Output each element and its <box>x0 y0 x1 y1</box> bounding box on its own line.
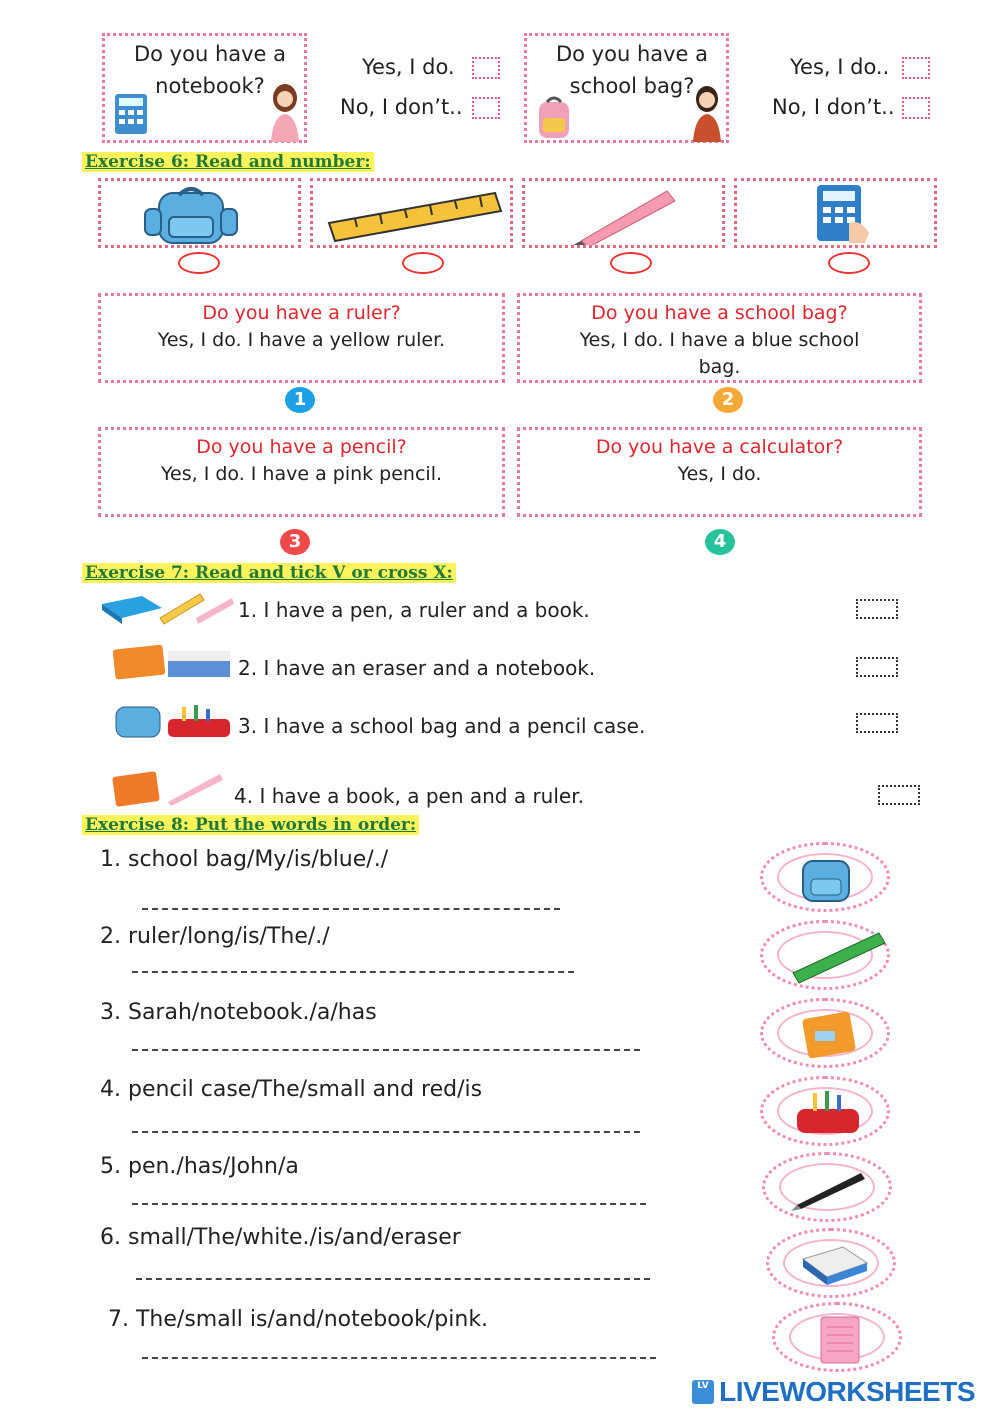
ex8-picture-notebook <box>760 998 890 1068</box>
ex8-picture-notebook-pink <box>772 1302 902 1372</box>
ex6-card-4 <box>517 427 922 517</box>
ex8-picture-pencil-case <box>760 1076 890 1146</box>
intro-no-box-2[interactable] <box>902 97 930 119</box>
pen-icon <box>791 1165 871 1211</box>
ex7-sentence-3: 3. I have a school bag and a pencil case. <box>238 714 646 738</box>
ex8-answer-line-1[interactable] <box>142 908 560 910</box>
ex6-card-1 <box>98 293 505 383</box>
intro-question-schoolbag: Do you have a school bag? <box>555 42 709 98</box>
ex6-heading: Exercise 6: Read and number: <box>82 152 374 172</box>
ex7-answer-box-4[interactable] <box>878 785 920 805</box>
liveworksheets-logo <box>692 1376 975 1406</box>
intro-yes-label-2: Yes, I do.. <box>790 55 890 79</box>
woman-icon <box>687 84 727 142</box>
school-bag-icon <box>533 94 575 140</box>
ex6-badge-2: 2 <box>713 387 743 413</box>
ex8-heading: Exercise 8: Put the words in order: <box>82 815 419 835</box>
ex7-answer-box-1[interactable] <box>856 599 898 619</box>
ex8-answer-line-2[interactable] <box>132 971 574 973</box>
ex6-picture-schoolbag <box>98 178 301 248</box>
ex6-card-2-answer: Yes, I do. I have a blue school bag. <box>579 329 860 378</box>
pencil-icon <box>571 185 681 245</box>
intro-no-box-1[interactable] <box>472 97 500 119</box>
ex6-card-1-answer: Yes, I do. I have a yellow ruler. <box>157 329 446 351</box>
notebook-eraser-icon <box>110 645 236 681</box>
ex6-card-4-question: Do you have a calculator? <box>595 436 844 458</box>
ex6-card-4-answer: Yes, I do. <box>677 463 762 485</box>
ex7-sentence-2: 2. I have an eraser and a notebook. <box>238 656 596 680</box>
ex6-card-3-answer: Yes, I do. I have a pink pencil. <box>160 463 443 485</box>
ex6-answer-ring-3[interactable] <box>610 252 652 274</box>
school-bag-icon <box>793 855 859 903</box>
ex8-prompt-6: 6. small/The/white./is/and/eraser <box>100 1225 461 1250</box>
ex6-card-3 <box>98 427 505 517</box>
intro-card-notebook <box>102 33 307 143</box>
ex8-picture-schoolbag <box>760 842 890 912</box>
ex6-picture-calculator <box>734 178 937 248</box>
ex6-card-1-question: Do you have a ruler? <box>202 302 401 324</box>
ex8-picture-pen <box>762 1152 892 1222</box>
intro-yes-box-2[interactable] <box>902 57 930 79</box>
ex6-card-3-question: Do you have a pencil? <box>196 436 407 458</box>
ex7-sentence-1: 1. I have a pen, a ruler and a book. <box>238 598 590 622</box>
calculator-icon <box>799 183 881 245</box>
ex8-answer-line-5[interactable] <box>132 1203 646 1205</box>
ex6-answer-ring-1[interactable] <box>178 252 220 274</box>
ex8-prompt-4: 4. pencil case/The/small and red/is <box>100 1077 483 1102</box>
calculator-icon <box>111 92 153 140</box>
intro-yes-box-1[interactable] <box>472 57 500 79</box>
ruler-icon <box>325 187 505 243</box>
ex8-prompt-7: 7. The/small is/and/notebook/pink. <box>108 1307 489 1332</box>
logo-mark: LV <box>692 1380 714 1404</box>
ex8-prompt-5: 5. pen./has/John/a <box>100 1154 299 1179</box>
pencil-case-icon <box>793 1089 863 1139</box>
ex6-answer-ring-4[interactable] <box>828 252 870 274</box>
ex8-prompt-3: 3. Sarah/notebook./a/has <box>100 1000 377 1025</box>
schoolbag-pencilcase-icon <box>110 703 236 739</box>
ex7-answer-box-2[interactable] <box>856 657 898 677</box>
ex8-answer-line-4[interactable] <box>132 1131 640 1133</box>
school-bag-icon <box>141 183 241 247</box>
ex6-card-2 <box>517 293 922 383</box>
ex7-sentence-4: 4. I have a book, a pen and a ruler. <box>234 784 584 808</box>
intro-card-schoolbag <box>524 33 729 143</box>
ex7-heading: Exercise 7: Read and tick V or cross X: <box>82 563 456 583</box>
logo-wordmark: LIVEWORKSHEETS <box>719 1376 976 1407</box>
ex6-badge-1: 1 <box>285 387 315 413</box>
ex8-answer-line-7[interactable] <box>142 1357 656 1359</box>
ex6-badge-4: 4 <box>705 529 735 555</box>
ruler-icon <box>789 929 889 985</box>
intro-no-label-2: No, I don’t.. <box>772 95 895 119</box>
ex8-answer-line-3[interactable] <box>132 1049 640 1051</box>
intro-question-notebook: Do you have a notebook? <box>133 42 287 98</box>
ex8-prompt-2: 2. ruler/long/is/The/./ <box>100 924 330 949</box>
intro-yes-label-1: Yes, I do. <box>362 55 455 79</box>
intro-no-label-1: No, I don’t.. <box>340 95 463 119</box>
girl-icon <box>265 82 305 142</box>
book-pen-ruler-icon <box>110 770 226 808</box>
ex8-answer-line-6[interactable] <box>136 1278 650 1280</box>
ex8-picture-eraser <box>766 1228 896 1298</box>
ex6-card-2-question: Do you have a school bag? <box>591 302 848 324</box>
ex6-answer-ring-2[interactable] <box>402 252 444 274</box>
pink-notebook-icon <box>815 1313 865 1367</box>
ex8-prompt-1: 1. school bag/My/is/blue/./ <box>100 847 389 872</box>
ex8-picture-ruler <box>760 920 890 990</box>
ex7-answer-box-3[interactable] <box>856 713 898 733</box>
notebook-icon <box>797 1009 861 1061</box>
book-pencil-ruler-icon <box>100 590 236 628</box>
ex6-badge-3: 3 <box>280 529 310 555</box>
ex6-picture-pencil <box>522 178 725 248</box>
ex6-picture-ruler <box>310 178 513 248</box>
eraser-icon <box>799 1243 871 1287</box>
